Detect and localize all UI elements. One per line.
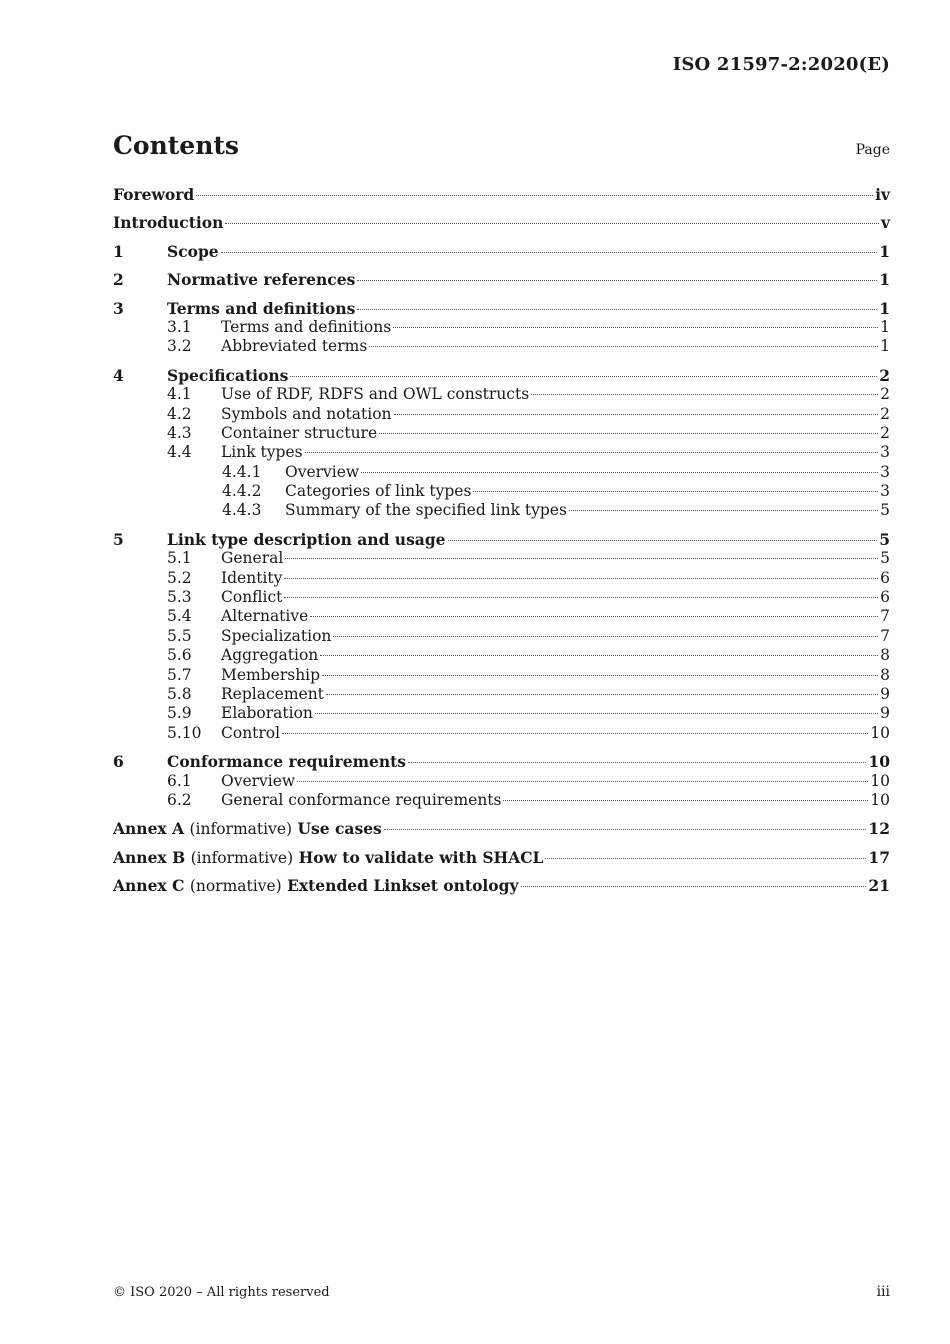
- toc-entry-page: 9: [880, 704, 890, 723]
- dot-leader: [221, 252, 878, 253]
- toc-entry-number: 5.6: [167, 646, 192, 665]
- toc-entry-title: Use of RDF, RDFS and OWL constructs: [221, 385, 530, 404]
- toc-entry[interactable]: [113, 627, 890, 646]
- toc-entry-title: Link type description and usage: [167, 529, 446, 549]
- toc-entry-title: Identity: [221, 568, 283, 587]
- page-number: iii: [876, 1284, 890, 1300]
- toc-entry-title: Abbreviated terms: [221, 337, 368, 356]
- toc-entry[interactable]: [113, 270, 890, 289]
- toc-entry-page: 2: [880, 385, 890, 404]
- toc-entry-title: Link types: [221, 443, 303, 462]
- toc-entry[interactable]: [113, 318, 890, 337]
- toc-entry-page: 21: [868, 876, 890, 896]
- dot-leader: [285, 558, 878, 559]
- toc-entry-number: 4.4: [167, 443, 192, 462]
- toc-entry[interactable]: [113, 666, 890, 685]
- toc-entry-page: 3: [880, 462, 890, 481]
- dot-leader: [322, 675, 878, 676]
- toc-entry-number: 4.4.1: [222, 462, 262, 481]
- toc-entry-number: 5.7: [167, 665, 192, 684]
- toc-entry-title: [113, 848, 543, 868]
- toc-entry[interactable]: [113, 607, 890, 626]
- dot-leader: [297, 781, 868, 782]
- toc-entry[interactable]: [113, 876, 890, 895]
- toc-entry-page: 5: [879, 529, 890, 549]
- toc-entry-page: 3: [880, 443, 890, 462]
- toc-entry-number: 4.2: [167, 404, 192, 423]
- dot-leader: [282, 733, 868, 734]
- toc-entry-page: iv: [875, 185, 890, 204]
- toc-entry-title: General: [221, 549, 284, 568]
- dot-leader: [369, 346, 878, 347]
- document-id: ISO 21597-2:2020(E): [672, 54, 890, 75]
- dot-leader: [531, 394, 878, 395]
- toc-entry[interactable]: [113, 819, 890, 838]
- toc-entry[interactable]: [113, 366, 890, 385]
- annex-title: Use cases: [297, 819, 382, 839]
- toc-entry-page: 9: [880, 684, 890, 703]
- toc-entry-number: 3.1: [167, 317, 192, 336]
- dot-leader: [545, 858, 866, 859]
- dot-leader: [394, 414, 879, 415]
- toc-entry-number: 5.1: [167, 549, 192, 568]
- toc-entry-title: Conflict: [221, 588, 283, 607]
- toc-entry-number: 4.4.3: [222, 501, 262, 520]
- toc-entry[interactable]: [113, 482, 890, 501]
- toc-entry-title: Control: [221, 723, 281, 742]
- toc-entry[interactable]: [113, 501, 890, 520]
- toc-entry-title: Conformance requirements: [167, 752, 406, 772]
- toc-entry-title: Foreword: [113, 185, 195, 204]
- dot-leader: [196, 195, 873, 196]
- toc-entry-page: 6: [880, 588, 890, 607]
- dot-leader: [284, 597, 878, 598]
- toc-entry[interactable]: [113, 242, 890, 261]
- dot-leader: [448, 540, 878, 541]
- annex-type: (informative): [190, 848, 294, 867]
- dot-leader: [310, 616, 878, 617]
- dot-leader: [379, 433, 878, 434]
- toc-entry[interactable]: [113, 337, 890, 356]
- toc-entry-page: 1: [879, 270, 890, 290]
- toc-entry-title: Overview: [221, 771, 296, 790]
- toc-entry[interactable]: [113, 385, 890, 404]
- toc-entry-page: 10: [870, 790, 890, 809]
- toc-entry-number: 1: [113, 241, 124, 261]
- annex-title: Extended Linkset ontology: [287, 876, 519, 896]
- dot-leader: [315, 713, 878, 714]
- toc-entry-page: v: [880, 213, 890, 233]
- dot-leader: [333, 636, 878, 637]
- table-of-contents: [113, 185, 890, 896]
- toc-entry-title: Categories of link types: [285, 482, 472, 501]
- dot-leader: [393, 327, 878, 328]
- toc-entry-number: 6: [113, 752, 124, 772]
- toc-entry-number: 5.3: [167, 588, 192, 607]
- toc-entry-page: 5: [880, 501, 890, 520]
- toc-entry[interactable]: [113, 685, 890, 704]
- toc-entry-page: 6: [880, 568, 890, 587]
- dot-leader: [569, 510, 878, 511]
- dot-leader: [284, 578, 878, 579]
- toc-entry-title: Overview: [285, 462, 360, 481]
- toc-entry-title: Normative references: [167, 270, 356, 290]
- toc-entry[interactable]: [113, 213, 890, 232]
- toc-entry-number: 3: [113, 298, 124, 318]
- dot-leader: [290, 376, 877, 377]
- toc-entry-number: 5.8: [167, 684, 192, 703]
- dot-leader: [473, 491, 878, 492]
- toc-entry[interactable]: [113, 646, 890, 665]
- dot-leader: [225, 223, 879, 224]
- copyright-notice: © ISO 2020 – All rights reserved: [113, 1285, 330, 1300]
- toc-entry-number: 6.1: [167, 771, 192, 790]
- toc-entry-page: 10: [870, 723, 890, 742]
- page-column-label: Page: [855, 142, 890, 158]
- toc-entry-title: [113, 819, 382, 839]
- toc-entry-number: 5.4: [167, 607, 192, 626]
- dot-leader: [357, 309, 877, 310]
- toc-entry[interactable]: [113, 549, 890, 568]
- toc-entry-title: Scope: [167, 241, 219, 261]
- toc-entry-number: 5: [113, 529, 124, 549]
- toc-entry[interactable]: [113, 724, 890, 743]
- annex-label: Annex B: [113, 847, 186, 867]
- toc-entry[interactable]: [113, 463, 890, 482]
- toc-entry[interactable]: [113, 791, 890, 810]
- toc-entry-number: 4.4.2: [222, 482, 262, 501]
- annex-title: How to validate with SHACL: [298, 847, 544, 867]
- toc-entry[interactable]: [113, 752, 890, 771]
- toc-entry-number: 4.1: [167, 385, 192, 404]
- toc-entry-title: Symbols and notation: [221, 404, 392, 423]
- toc-entry-title: Membership: [221, 665, 321, 684]
- dot-leader: [320, 655, 878, 656]
- annex-type: (informative): [189, 820, 293, 839]
- toc-entry-page: 1: [879, 241, 890, 261]
- toc-entry[interactable]: [113, 772, 890, 791]
- toc-entry-title: [113, 876, 519, 896]
- toc-entry-page: 8: [880, 646, 890, 665]
- toc-entry-page: 10: [868, 752, 890, 772]
- dot-leader: [361, 472, 878, 473]
- toc-entry-title: Elaboration: [221, 704, 313, 723]
- toc-entry-title: Terms and definitions: [221, 317, 392, 336]
- toc-entry[interactable]: [113, 848, 890, 867]
- annex-type: (normative): [189, 877, 282, 896]
- dot-leader: [408, 762, 866, 763]
- toc-entry[interactable]: [113, 424, 890, 443]
- toc-entry-title: Alternative: [221, 607, 309, 626]
- toc-entry-title: Specialization: [221, 626, 332, 645]
- toc-entry-title: Container structure: [221, 423, 378, 442]
- toc-entry-page: 5: [880, 549, 890, 568]
- toc-entry[interactable]: [113, 299, 890, 318]
- toc-entry[interactable]: [113, 569, 890, 588]
- annex-label: Annex A: [113, 819, 185, 839]
- toc-entry-page: 1: [880, 317, 890, 336]
- toc-entry-number: 5.2: [167, 568, 192, 587]
- toc-entry[interactable]: [113, 443, 890, 462]
- toc-entry-number: 5.10: [167, 723, 202, 742]
- toc-entry-number: 4: [113, 365, 124, 385]
- dot-leader: [326, 694, 878, 695]
- toc-entry-title: Aggregation: [221, 646, 319, 665]
- dot-leader: [503, 800, 868, 801]
- toc-entry-page: 1: [880, 337, 890, 356]
- annex-label: Annex C: [113, 876, 185, 896]
- toc-entry-number: 5.9: [167, 704, 192, 723]
- page-title: Contents: [113, 131, 240, 160]
- toc-entry-page: 2: [880, 404, 890, 423]
- toc-entry[interactable]: [113, 704, 890, 723]
- toc-entry-page: 1: [879, 298, 890, 318]
- toc-entry-title: Replacement: [221, 684, 324, 703]
- toc-entry-title: General conformance requirements: [221, 790, 502, 809]
- toc-entry-page: 10: [870, 771, 890, 790]
- dot-leader: [384, 829, 867, 830]
- toc-entry-page: 8: [880, 665, 890, 684]
- toc-entry-page: 7: [880, 607, 890, 626]
- dot-leader: [521, 886, 867, 887]
- toc-entry-page: 3: [880, 482, 890, 501]
- toc-entry-page: 12: [868, 819, 890, 839]
- toc-entry-number: 6.2: [167, 790, 192, 809]
- toc-entry-number: 4.3: [167, 423, 192, 442]
- toc-entry[interactable]: [113, 185, 890, 204]
- toc-entry-page: 2: [879, 365, 890, 385]
- toc-entry[interactable]: [113, 530, 890, 549]
- toc-entry-page: 2: [880, 423, 890, 442]
- dot-leader: [305, 452, 879, 453]
- toc-entry-page: 17: [868, 847, 890, 867]
- dot-leader: [357, 280, 877, 281]
- toc-entry-title: Introduction: [113, 213, 224, 233]
- toc-entry-number: 5.5: [167, 626, 192, 645]
- toc-entry[interactable]: [113, 405, 890, 424]
- toc-entry-title: Specifications: [167, 365, 289, 385]
- toc-entry[interactable]: [113, 588, 890, 607]
- toc-entry-title: Summary of the specified link types: [285, 501, 567, 520]
- toc-entry-number: 3.2: [167, 337, 192, 356]
- toc-entry-title: Terms and definitions: [167, 298, 356, 318]
- toc-entry-page: 7: [880, 626, 890, 645]
- toc-entry-number: 2: [113, 270, 124, 290]
